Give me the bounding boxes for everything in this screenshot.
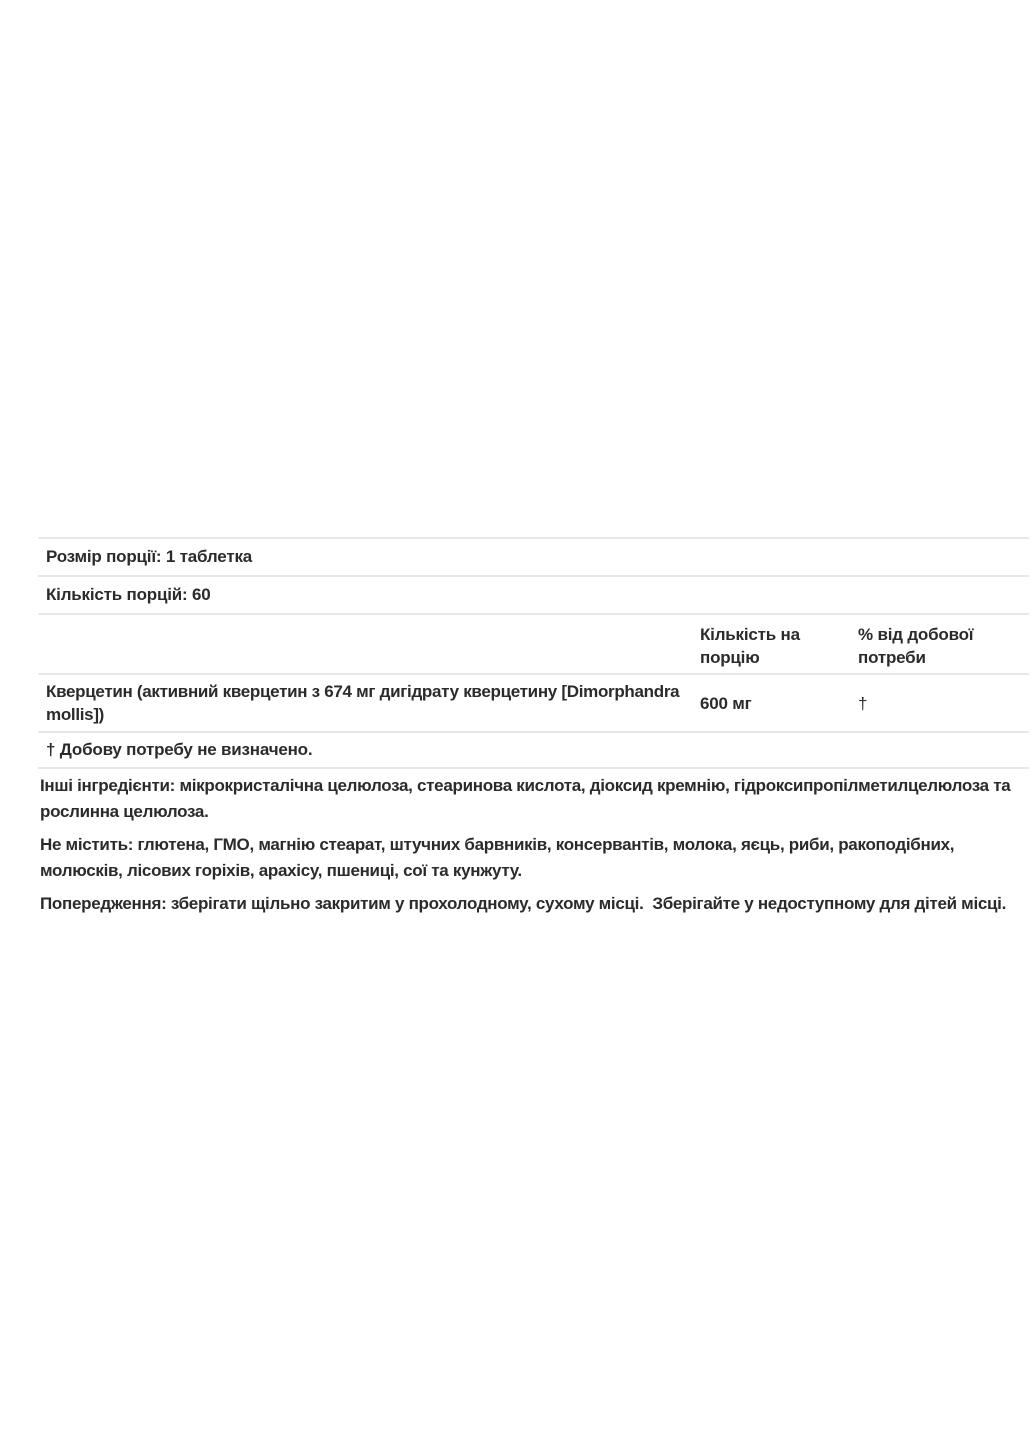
product-details (40, 773, 1025, 924)
serving-size-label: Розмір порції: 1 таблетка (46, 547, 253, 566)
daily-value-footnote (38, 731, 1029, 767)
warnings-paragraph: Попередження: зберігати щільно закритим у прохолодному, сухому місці. Зберігайте у недоступному для дітей місці. (40, 894, 1007, 913)
supplement-facts-table (38, 537, 1029, 769)
daily-value-header: % від добової потреби (858, 625, 974, 667)
daily-value-footnote-text: † Добову потребу не визначено. (46, 740, 313, 759)
nutrient-amount: 600 мг (700, 693, 752, 713)
nutrient-daily-value: † (858, 693, 868, 713)
servings-per-container-label: Кількість порцій: 60 (46, 585, 211, 604)
free-of-paragraph: Не містить: глютена, ГМО, магнію стеарат, штучних барвників, консервантів, молока, яєць, риби, ракоподібних, молюсків, лісових горіхів, арахісу, пшениці, сої та кунжуту. (40, 835, 959, 880)
other-ingredients-paragraph: Інші інгредієнти: мікрокристалічна целюлоза, стеаринова кислота, діоксид кремнію, гідроксипропілметилцелюлоза та рослинна целюлоза. (40, 776, 1015, 821)
servings-per-container-row (38, 575, 1029, 613)
nutrient-name: Кверцетин (активний кверцетин з 674 мг дигідрату кверцетину [Dimorphandra mollis]) (46, 682, 680, 724)
facts-header-row (38, 613, 1029, 673)
serving-size-row (38, 537, 1029, 575)
nutrient-row (38, 673, 1029, 731)
amount-per-serving-header: Кількість на порцію (700, 625, 800, 667)
